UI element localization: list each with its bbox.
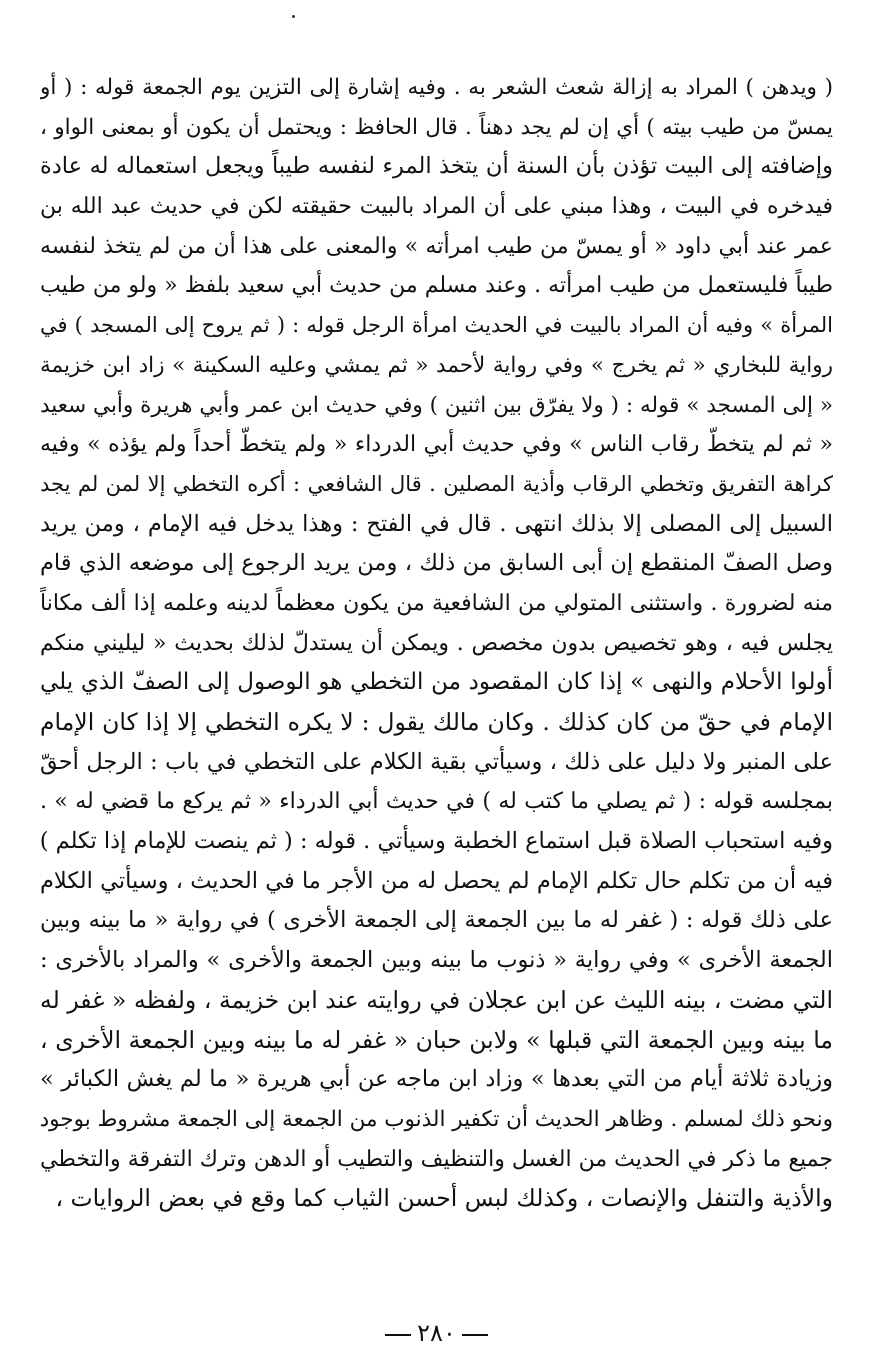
- text-line: « إلى المسجد » قوله : ( ولا يفرّق بين اثنين ) وفي حديث ابن عمر وأبي هريرة وأبي سعيد: [40, 392, 833, 418]
- text-line: وإضافته إلى البيت تؤذن بأن السنة أن يتخذ المرء لنفسه طيباً ويجعل استعماله له عادة: [40, 153, 833, 180]
- body-text: [40, 68, 833, 1219]
- text-line: ( ويدهن ) المراد به إزالة شعث الشعر به . وفيه إشارة إلى التزين يوم الجمعة قوله : ( أو: [40, 75, 833, 100]
- text-line: منه لضرورة . واستثنى المتولي من الشافعية من يكون معظماً لدينه وعلمه إذا ألف مكاناً: [40, 590, 833, 616]
- text-line: فيه أن من تكلم حال تكلم الإمام لم يحصل له من الأجر ما في الحديث ، وسيأتي الكلام: [40, 867, 833, 894]
- text-line: التي مضت ، بينه الليث عن ابن عجلان في روايته عند ابن خزيمة ، ولفظه « غفر له: [40, 985, 833, 1014]
- text-line: وفيه استحباب الصلاة قبل استماع الخطبة وسيأتي . قوله : ( ثم ينصت للإمام إذا تكلم ): [40, 828, 833, 855]
- text-line: يمسّ من طيب بيته ) أي إن لم يجد دهناً . قال الحافظ : ويحتمل أن يكون أو بمعنى الواو ،: [40, 114, 833, 140]
- text-line: السبيل إلى المصلى إلا بذلك انتهى . قال في الفتح : وهذا يدخل فيه الإمام ، ومن يريد: [40, 510, 833, 537]
- footer-dash-right: [462, 1334, 488, 1336]
- text-line: والأذية والتنفل والإنصات ، وكذلك لبس أحسن الثياب كما وقع في بعض الروايات ،: [55, 1184, 833, 1213]
- footer-dash-left: [385, 1334, 411, 1336]
- text-line: على المنبر ولا دليل على ذلك ، وسيأتي بقية الكلام على التخطي في باب : الرجل أحقّ: [40, 748, 833, 775]
- text-line: أولوا الأحلام والنهى » إذا كان المقصود من التخطي هو الوصول إلى الصفّ الذي يلي: [40, 669, 833, 696]
- text-line: كراهة التفريق وتخطي الرقاب وأذية المصلين . قال الشافعي : أكره التخطي إلا لمن لم يجد: [40, 471, 833, 496]
- text-line: عمر عند أبي داود « أو يمسّ من طيب امرأته » والمعنى على هذا أن من لم يتخذ لنفسه: [40, 233, 833, 259]
- text-line: وزيادة ثلاثة أيام من التي بعدها » وزاد ابن ماجه عن أبي هريرة « ما لم يغش الكبائر »: [40, 1066, 833, 1093]
- text-line: يجلس فيه ، وهو تخصيص بدون مخصص . ويمكن أن يستدلّ لذلك بحديث « ليليني منكم: [40, 630, 833, 656]
- text-line: بمجلسه قوله : ( ثم يصلي ما كتب له ) في حديث أبي الدرداء « ثم يركع ما قضي له » .: [40, 789, 833, 815]
- text-line: طيباً فليستعمل من طيب امرأته . وعند مسلم من حديث أبي سعيد بلفظ « ولو من طيب: [40, 273, 833, 299]
- text-line: فيدخره في البيت ، وهذا مبني على أن المراد بالبيت حقيقته لكن في حديث عبد الله بن: [40, 194, 833, 220]
- text-line: وصل الصفّ المنقطع إن أبى السابق من ذلك ، ومن يريد الرجوع إلى موضعه الذي قام: [40, 550, 833, 577]
- text-line: المرأة » وفيه أن المراد بالبيت في الحديث امرأة الرجل قوله : ( ثم يروح إلى المسجد ) في: [40, 313, 833, 338]
- text-line: ما بينه وبين الجمعة التي قبلها » ولابن حبان « غفر له ما بينه وبين الجمعة الأخرى ،: [40, 1025, 833, 1054]
- page-number: ٢٨٠: [417, 1319, 456, 1347]
- text-line: الجمعة الأخرى » وفي رواية « ذنوب ما بينه وبين الجمعة والأخرى » والمراد بالأخرى :: [40, 947, 833, 974]
- text-line: الإمام في حقّ من كان كذلك . وكان مالك يقول : لا يكره التخطي إلا إذا كان الإمام: [40, 708, 833, 736]
- scan-speck: [292, 15, 295, 18]
- text-line: رواية للبخاري « ثم يخرج » وفي رواية لأحمد « ثم يمشي وعليه السكينة » زاد ابن خزيمة: [40, 352, 833, 378]
- page-footer: [0, 1318, 873, 1348]
- text-line: على ذلك قوله : ( غفر له ما بين الجمعة إلى الجمعة الأخرى ) في رواية « ما بينه وبين: [40, 907, 833, 934]
- text-line: « ثم لم يتخطّ رقاب الناس » وفي حديث أبي الدرداء « ولم يتخطّ أحداً ولم يؤذه » وفيه: [40, 432, 833, 458]
- text-line: ونحو ذلك لمسلم . وظاهر الحديث أن تكفير الذنوب من الجمعة إلى الجمعة مشروط بوجود: [40, 1106, 833, 1132]
- text-line: جميع ما ذكر في الحديث من الغسل والتنظيف والتطيب أو الدهن وترك التفرقة والتخطي: [40, 1146, 833, 1172]
